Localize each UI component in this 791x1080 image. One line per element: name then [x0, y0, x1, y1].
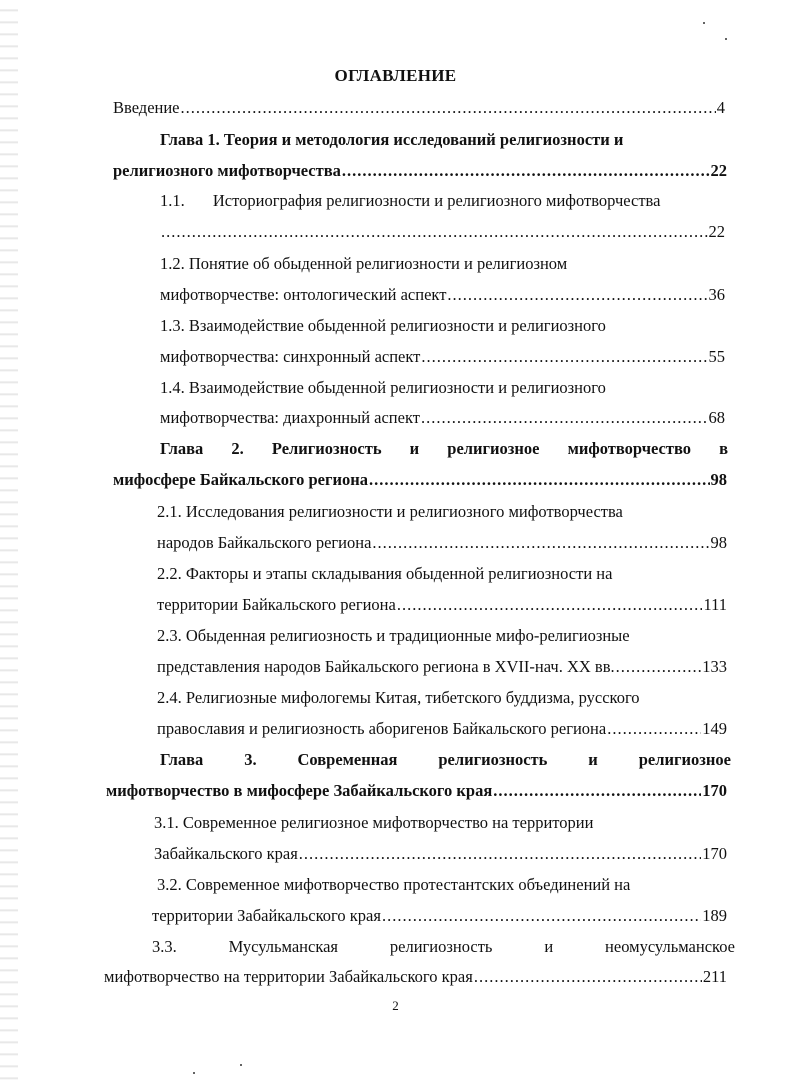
toc-entry-intro[interactable]	[113, 97, 725, 119]
toc-title: ОГЛАВЛЕНИЕ	[334, 66, 457, 85]
toc-section-3-2-line1[interactable]: 3.2. Современное мифотворчество протестантских объединений на	[157, 875, 631, 894]
toc-leader-dots	[369, 469, 709, 491]
toc-entry-text: территории Байкальского региона	[157, 595, 396, 614]
toc-section-2-1-line2[interactable]	[157, 532, 727, 554]
scan-speck	[703, 22, 705, 24]
toc-section-1-1-line1[interactable]	[160, 190, 660, 212]
toc-section-3-3-line1[interactable]	[152, 936, 735, 958]
toc-word: неомусульманское	[605, 937, 735, 956]
toc-leader-dots	[397, 594, 703, 616]
toc-word: и	[588, 750, 598, 769]
toc-entry-text: мифотворчество на территории Забайкальского края	[104, 967, 473, 986]
toc-entry-page: 149	[702, 719, 727, 738]
toc-section-2-4-line1[interactable]: 2.4. Религиозные мифологемы Китая, тибетского буддизма, русского	[157, 688, 640, 707]
toc-leader-dots	[447, 284, 707, 306]
toc-section-1-4-line2[interactable]	[160, 407, 725, 429]
toc-entry-page: 98	[710, 533, 727, 552]
toc-leader-dots	[161, 221, 708, 243]
toc-word: религиозное	[638, 750, 731, 769]
toc-section-2-1-line1[interactable]: 2.1. Исследования религиозности и религиозного мифотворчества	[157, 502, 623, 521]
toc-entry-page: 68	[708, 408, 725, 427]
toc-section-number: 1.1.	[160, 191, 185, 210]
toc-chapter-2-line2[interactable]	[113, 469, 727, 491]
toc-chapter-3-line2[interactable]	[106, 780, 727, 802]
toc-word: религиозность	[438, 750, 548, 769]
toc-chapter-1-line1[interactable]: Глава 1. Теория и методология исследований религиозности и	[160, 130, 624, 149]
toc-entry-text: религиозного мифотворчества	[113, 161, 341, 180]
scan-edge-noise	[0, 0, 18, 1080]
toc-entry-page: 170	[702, 781, 727, 800]
toc-entry-page: 189	[702, 906, 727, 925]
toc-entry-page: 22	[708, 222, 725, 241]
toc-entry-text: православия и религиозность аборигенов Байкальского региона	[157, 719, 607, 738]
toc-word: Мусульманская	[228, 937, 339, 956]
page-number: 2	[392, 998, 399, 1013]
toc-entry-text: мифотворчество в мифосфере Забайкальского края	[106, 781, 493, 800]
toc-leader-dots	[616, 656, 702, 678]
toc-entry-page: 170	[702, 844, 727, 863]
toc-section-1-4-line1[interactable]: 1.4. Взаимодействие обыденной религиозности и религиозного	[160, 378, 606, 397]
toc-chapter-3-line1[interactable]	[160, 749, 731, 771]
toc-section-3-3-line2[interactable]	[104, 966, 727, 988]
toc-section-2-4-line2[interactable]	[157, 718, 727, 740]
toc-section-3-1-line2[interactable]	[154, 843, 727, 865]
toc-entry-page: 22	[710, 161, 727, 180]
toc-chapter-2-line1[interactable]	[160, 438, 728, 460]
toc-entry-text: Историография религиозности и религиозного мифотворчества	[212, 191, 661, 210]
toc-word: мифотворчество	[567, 439, 691, 458]
toc-word: и	[409, 439, 420, 458]
scan-speck	[240, 1064, 242, 1066]
toc-leader-dots	[421, 346, 707, 368]
toc-word: 3.3.	[152, 937, 177, 956]
toc-leader-dots	[493, 780, 701, 802]
toc-entry-text: мифотворчества: синхронный аспект	[160, 347, 421, 366]
toc-entry-page: 4	[716, 98, 725, 117]
toc-entry-text: представления народов Байкальского региона в XVII-нач. XX вв.	[157, 657, 615, 676]
toc-entry-text: народов Байкальского региона	[157, 533, 372, 552]
toc-word: религиозность	[389, 937, 493, 956]
scan-speck	[725, 38, 727, 40]
toc-word: Современная	[297, 750, 398, 769]
toc-leader-dots	[342, 160, 710, 182]
toc-section-3-2-line2[interactable]	[152, 905, 727, 927]
toc-entry-text: мифосфере Байкальского региона	[113, 470, 369, 489]
toc-section-2-2-line1[interactable]: 2.2. Факторы и этапы складывания обыденной религиозности на	[157, 564, 613, 583]
toc-section-2-3-line2[interactable]	[157, 656, 727, 678]
toc-leader-dots	[474, 966, 702, 988]
toc-entry-text: мифотворчестве: онтологический аспект	[160, 285, 447, 304]
toc-entry-text: Забайкальского края	[154, 844, 298, 863]
toc-leader-dots	[299, 843, 701, 865]
toc-leader-dots	[382, 905, 701, 927]
toc-word: Религиозность	[271, 439, 382, 458]
toc-word: религиозное	[447, 439, 540, 458]
toc-leader-dots	[372, 532, 709, 554]
toc-leader-dots	[181, 97, 716, 119]
toc-section-2-2-line2[interactable]	[157, 594, 727, 616]
toc-word: 2.	[231, 439, 244, 458]
toc-entry-text: территории Забайкальского края	[152, 906, 381, 925]
toc-entry-text: Введение	[113, 98, 180, 117]
toc-section-1-1-line2[interactable]	[160, 221, 725, 243]
toc-word: 3.	[244, 750, 257, 769]
toc-word: Глава	[160, 750, 204, 769]
toc-section-1-2-line2[interactable]	[160, 284, 725, 306]
toc-word: Глава	[160, 439, 204, 458]
scan-speck	[193, 1072, 195, 1074]
toc-chapter-1-line2[interactable]	[113, 160, 727, 182]
toc-section-2-3-line1[interactable]: 2.3. Обыденная религиозность и традиционные мифо-религиозные	[157, 626, 630, 645]
toc-section-3-1-line1[interactable]: 3.1. Современное религиозное мифотворчество на территории	[154, 813, 594, 832]
toc-leader-dots	[607, 718, 701, 740]
toc-entry-text: мифотворчества: диахронный аспект	[160, 408, 420, 427]
toc-entry-page: 133	[702, 657, 727, 676]
toc-entry-page: 211	[702, 967, 727, 986]
toc-section-1-3-line2[interactable]	[160, 346, 725, 368]
toc-entry-page: 111	[703, 595, 727, 614]
toc-entry-page: 55	[708, 347, 725, 366]
toc-entry-page: 98	[710, 470, 727, 489]
toc-leader-dots	[421, 407, 708, 429]
toc-section-1-3-line1[interactable]: 1.3. Взаимодействие обыденной религиозности и религиозного	[160, 316, 606, 335]
toc-section-1-2-line1[interactable]: 1.2. Понятие об обыденной религиозности и религиозном	[160, 254, 568, 273]
toc-entry-page: 36	[708, 285, 725, 304]
toc-word: и	[544, 937, 554, 956]
toc-word: в	[719, 439, 728, 458]
